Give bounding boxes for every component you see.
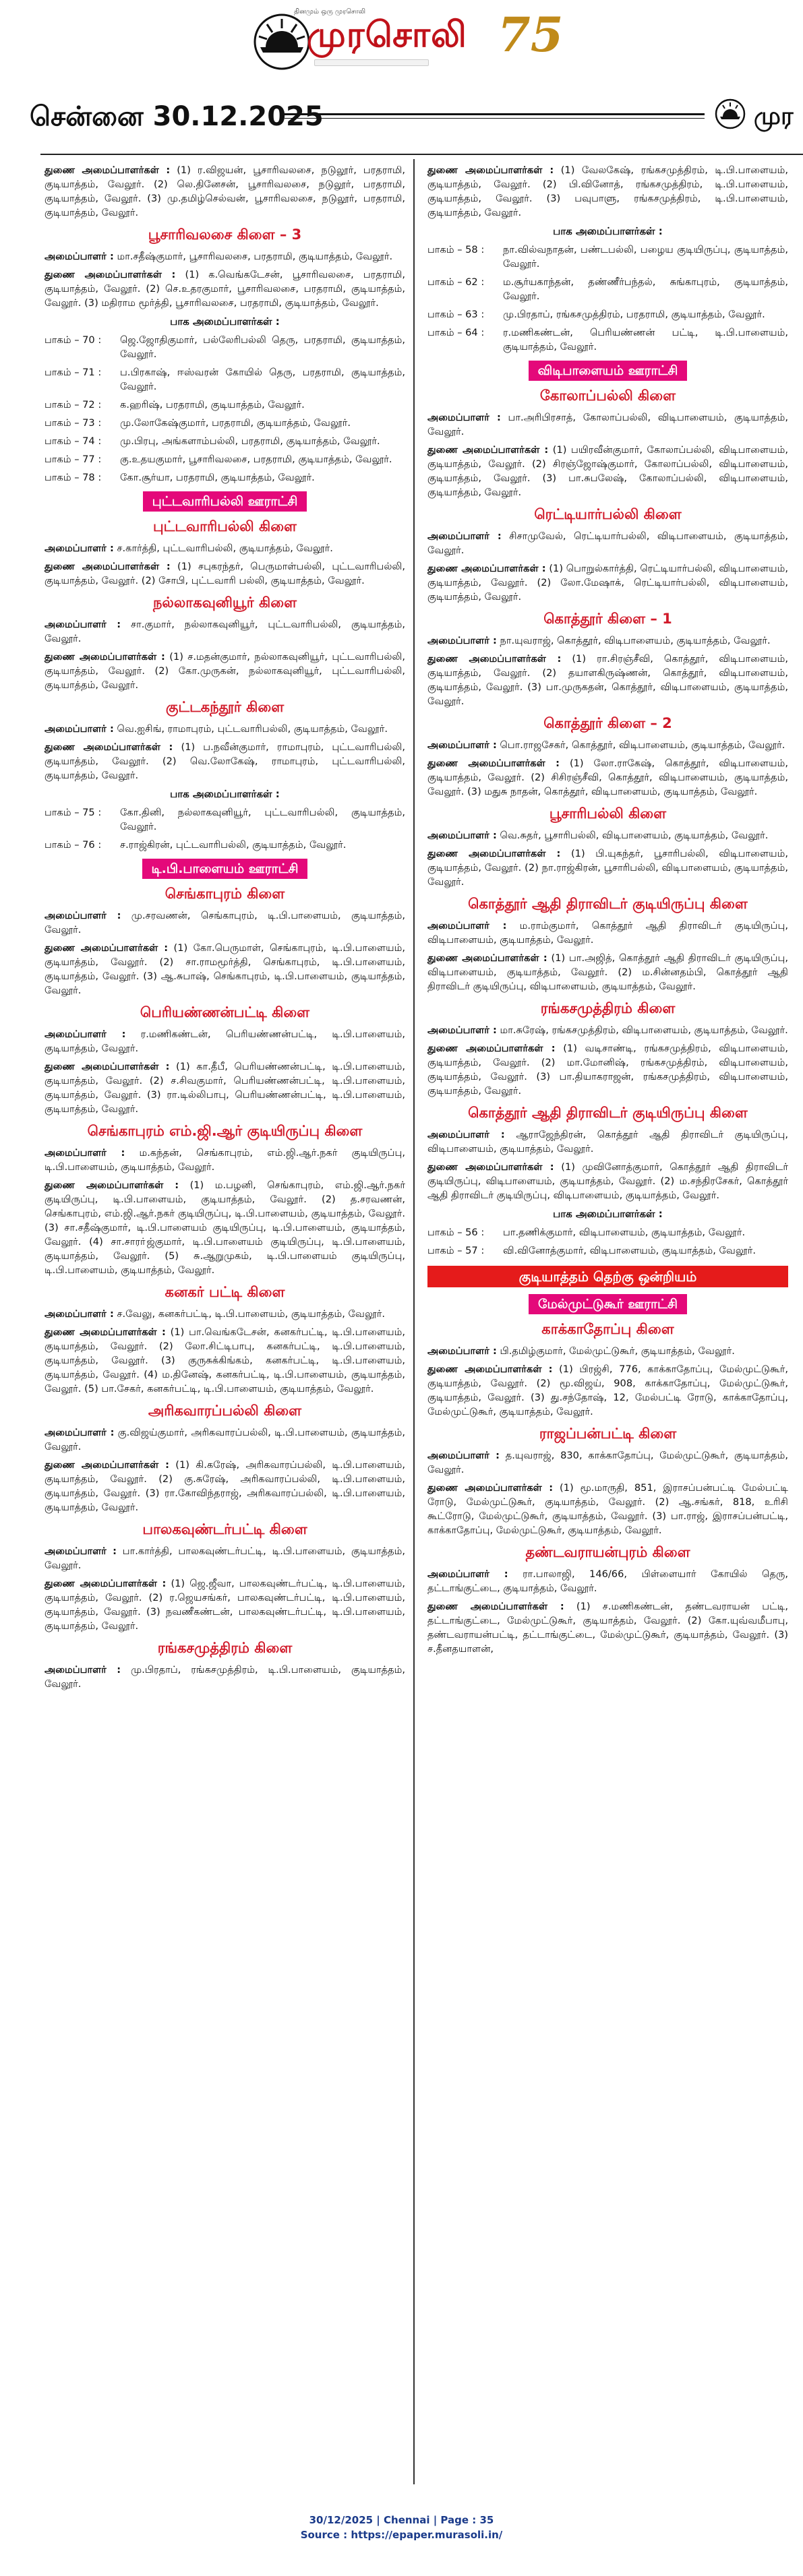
member-paragraph: [427, 738, 788, 752]
role-label: அமைப்பாளர் :: [427, 739, 497, 751]
member-names: மா.சுரேஷ், ரங்கசமுத்திரம், விடிபாளையம், குடியாத்தம், வேலூர்.: [496, 1024, 788, 1036]
member-paragraph: [427, 1344, 788, 1358]
branch-heading: பூசாரிபல்லி கிளை: [549, 805, 667, 822]
member-names: (1) ர.விஜயன், பூசாரிவலசை, நடுலூர், பரதராமி, குடியாத்தம், வேலூர். (2) லெ.தினேசன், பூசாரிவலசை, நடுலூர், பரதராமி, குடியாத்தம், வேலூர். (3) மு.தமிழ்செல்வன், பூசாரிவலசை, நடுலூர், பரதராமி, குடியாத்தம், வேலூர்.: [44, 164, 405, 218]
anniversary-75-mark: 75: [498, 7, 564, 63]
member-names: (1) கா.தீபீ, பெரியண்ணன்பட்டி, டி.பி.பாளையம், குடியாத்தம், வேலூர். (2) ச.சிவகுமார், பெரியண்ணன்பட்டி, டி.பி.பாளையம், குடியாத்தம், வேலூர். (3) ரா.டில்லிபாபு, பெரியண்ணன்பட்டி, டி.பி.பாளையம், குடியாத்தம், வேலூர்.: [44, 1061, 405, 1115]
member-paragraph: [44, 1425, 405, 1454]
booth-organiser: வி.வினோத்குமார், விடிபாளையம், குடியாத்தம், வேலூர்.: [503, 1245, 756, 1256]
booth-row: [427, 275, 788, 303]
role-label: துணை அமைப்பாளர்கள் :: [427, 848, 561, 859]
article-body: [40, 154, 803, 2492]
booth-row: [427, 307, 788, 321]
member-paragraph: [427, 634, 788, 648]
branch-heading: கொத்தூர் கிளை – 2: [543, 715, 672, 731]
panchayat-banner: புட்டவாரிபல்லி ஊராட்சி: [143, 491, 307, 512]
branch-heading: தண்டவராயன்புரம் கிளை: [525, 1544, 690, 1560]
member-names: பி.தமிழ்குமார், மேல்முட்டுகூர், குடியாத்தம், வேலூர்.: [496, 1345, 735, 1357]
booth-number: பாகம் – 73 :: [44, 417, 102, 429]
booth-organiser: நா.வில்வநாதன், பண்டபல்லி, பழைய குடியிருப்பு, குடியாத்தம், வேலூர்.: [503, 244, 788, 270]
branch-heading: புட்டவாரிபல்லி கிளை: [152, 518, 297, 534]
member-paragraph: [44, 1325, 405, 1396]
role-label: அமைப்பாளர் :: [44, 1029, 126, 1040]
role-label: துணை அமைப்பாளர்கள் :: [44, 651, 165, 663]
booth-number: பாகம் – 77 :: [44, 454, 102, 465]
member-names: (1) பா.அஜித், கொத்தூர் ஆதி திராவிடர் குடியிருப்பு, விடிபாளையம், குடியாத்தம், வேலூர். (2) ம.சின்னதம்பி, கொத்தூர் ஆதி திராவிடர் குடியிருப்பு, விடிபாளையம், குடியாத்தம், வேலூர்.: [427, 952, 788, 992]
branch-heading: குட்டகந்தூர் கிளை: [165, 699, 285, 715]
branch-heading: அரிகவாரப்பல்லி கிளை: [148, 1403, 302, 1419]
member-names: (1) பா.வெங்கடேசன், கனகர்பட்டி, டி.பி.பாளையம், குடியாத்தம், வேலூர். (2) லோ.சிட்டிபாபு, கனகர்பட்டி, டி.பி.பாளையம், குடியாத்தம், வேலூர். (3) குருசுக்கிங்கம், கனகர்பட்டி, டி.பி.பாளையம், குடியாத்தம், வேலூர். (4) ம.தினேஷ், கனகர்பட்டி, டி.பி.பாளையம், குடியாத்தம், வேலூர். (5) பா.சேகர், கனகர்பட்டி, டி.பி.பாளையம், குடியாத்தம், வேலூர்.: [44, 1326, 405, 1394]
member-paragraph: [427, 919, 788, 947]
booth-row: [44, 416, 405, 430]
branch-heading: பெரியண்ணன்பட்டி கிளை: [140, 1004, 310, 1020]
booth-number: பாகம் – 58 :: [427, 244, 485, 255]
booth-number: பாகம் – 76 :: [44, 839, 102, 851]
role-label: அமைப்பாளர் :: [427, 1450, 500, 1461]
member-names: மு.பிரதாப், ரங்கசமுத்திரம், டி.பி.பாளையம், குடியாத்தம், வேலூர்.: [44, 1664, 405, 1690]
role-label: அமைப்பாளர் :: [44, 1147, 125, 1159]
role-label: துணை அமைப்பாளர்கள் :: [44, 1578, 167, 1589]
branch-heading: செங்காபுரம் எம்.ஜி.ஆர் குடியிருப்பு கிளை: [87, 1123, 363, 1139]
role-label: துணை அமைப்பாளர்கள் :: [427, 164, 554, 176]
member-names: (1) ப.நவீன்குமார், ராமாபுரம், புட்டவாரிபல்லி, குடியாத்தம், வேலூர். (2) வெ.லோகேஷ், ராமாபுரம், புட்டவாரிபல்லி, குடியாத்தம், வேலூர்.: [44, 741, 406, 781]
role-label: அமைப்பாளர் :: [427, 1568, 508, 1580]
booth-row: [427, 1225, 788, 1239]
member-paragraph: [427, 1481, 788, 1537]
role-label: துணை அமைப்பாளர்கள் :: [44, 1326, 166, 1338]
branch-heading: கொத்தூர் கிளை – 1: [543, 611, 672, 627]
member-names: (1) லோ.ராகேஷ், கொத்தூர், விடிபாளையம், குடியாத்தம், வேலூர். (2) சிசிரஞ்சீவி, கொத்தூர், விடிபாளையம், குடியாத்தம், வேலூர். (3) மதுசு நாதன், கொத்தூர், விடிபாளையம், குடியாத்தம், வேலூர்.: [427, 758, 788, 797]
role-label: அமைப்பாளர் :: [427, 1024, 497, 1036]
booth-organisers-heading: பாக அமைப்பாளர்கள் :: [553, 225, 663, 237]
member-paragraph: [44, 249, 405, 264]
booth-organiser: ஜெ.ஜோதிகுமார், பல்லேரிபல்லி தெரு, பரதராமி, குடியாத்தம், வேலூர்.: [120, 334, 405, 360]
footer-source: Source : https://epaper.murasoli.in/: [300, 2529, 503, 2541]
member-names: (1) பயிரவீன்குமார், கோலாப்பல்லி, விடிபாளையம், குடியாத்தம், வேலூர். (2) சிரஞ்ஜோஷ்குமார், கோலாப்பல்லி, விடிபாளையம், குடியாத்தம், வேலூர். (3) பா.சுபலேஷ், கோலாப்பல்லி, விடிபாளையம், குடியாத்தம், வேலூர்.: [427, 444, 788, 498]
role-label: துணை அமைப்பாளர்கள் :: [427, 758, 560, 769]
role-label: துணை அமைப்பாளர்கள் :: [44, 561, 171, 572]
union-banner: குடியாத்தம் தெற்கு ஒன்றியம்: [427, 1266, 788, 1287]
member-paragraph: [44, 1544, 405, 1572]
member-paragraph: [44, 1060, 405, 1116]
member-paragraph: [44, 722, 405, 736]
role-label: அமைப்பாளர் :: [44, 1427, 115, 1438]
member-paragraph: [44, 1458, 405, 1514]
member-paragraph: [44, 617, 405, 646]
booth-row: [44, 365, 405, 394]
member-names: பா.கார்த்தி, பாலகவுண்டர்பட்டி, டி.பி.பாளையம், குடியாத்தம், வேலூர்.: [44, 1545, 405, 1571]
booth-organiser: கு.உதயகுமார், பூசாரிவலசை, பரதராமி, குடியாத்தம், வேலூர்.: [120, 454, 392, 465]
role-label: துணை அமைப்பாளர்கள் :: [44, 269, 176, 280]
role-label: துணை அமைப்பாளர்கள் :: [44, 942, 169, 954]
member-names: வெ.சுதர், பூசாரிபல்லி, விடிபாளையம், குடியாத்தம், வேலூர்.: [496, 830, 769, 841]
booth-number: பாகம் – 56 :: [427, 1227, 485, 1238]
member-paragraph: [427, 652, 788, 708]
member-names: ர.மணிகண்டன், பெரியண்ணன்பட்டி, டி.பி.பாளையம், குடியாத்தம், வேலூர்.: [44, 1029, 405, 1054]
booth-row: [44, 333, 405, 361]
branch-heading: ரெட்டியார்பல்லி கிளை: [534, 506, 682, 522]
booth-organiser: ர.மணிகண்டன், பெரியண்ணன் பட்டி, டி.பி.பாளையம், குடியாத்தம், வேலூர்.: [503, 327, 788, 352]
member-paragraph: [427, 1567, 788, 1595]
member-paragraph: [44, 1576, 405, 1633]
booth-row: [44, 398, 405, 412]
branch-heading: செங்காபுரம் கிளை: [165, 886, 285, 902]
member-paragraph: [427, 951, 788, 993]
booth-number: பாகம் – 78 :: [44, 472, 102, 483]
member-names: (1) பிரஜ்சி, 776, காக்காதோப்பு, மேல்முட்டுகூர், குடியாத்தம், வேலூர். (2) மூ.விஜய், 908, காக்காதோப்பு, மேல்முட்டுகூர், குடியாத்தம், வேலூர். (3) து.சந்தோஷ், 12, மேல்பட்டி ரோடு, காக்காதோப்பு, மேல்முட்டுகூர், குடியாத்தம், வேலூர்.: [427, 1363, 788, 1417]
role-label: துணை அமைப்பாளர்கள் :: [427, 952, 547, 964]
column-divider: [413, 159, 415, 2484]
panchayat-banner: விடிபாளையம் ஊராட்சி: [529, 361, 688, 381]
member-names: கு.விஜய்குமார், அரிகவாரப்பல்லி, டி.பி.பாளையம், குடியாத்தம், வேலூர்.: [44, 1427, 406, 1452]
booth-number: பாகம் – 57 :: [427, 1245, 485, 1256]
member-paragraph: [44, 941, 405, 998]
member-paragraph: [44, 1178, 405, 1277]
branch-heading: பூசாரிவலசை கிளை – 3: [148, 226, 302, 243]
member-names: (1) வேலகேஷ், ரங்கசமுத்திரம், டி.பி.பாளையம், குடியாத்தம், வேலூர். (2) பி.வினோத், ரங்கசமுத்திரம், டி.பி.பாளையம், குடியாத்தம், வேலூர். (3) பவுபாளு, ரங்கசமுத்திரம், டி.பி.பாளையம், குடியாத்தம், வேலூர்.: [427, 164, 788, 218]
booth-number: பாகம் – 74 :: [44, 435, 102, 447]
member-paragraph: [44, 559, 405, 588]
member-names: (1) முவினோத்குமார், கொத்தூர் ஆதி திராவிடர் குடியிருப்பு, விடிபாளையம், குடியாத்தம், வேலூர். (2) ம.சந்திரசேகர், கொத்தூர் ஆதி திராவிடர் குடியிருப்பு, விடிபாளையம், குடியாத்தம், வேலூர்.: [427, 1161, 788, 1201]
rising-sun-emblem-icon: [715, 98, 746, 129]
booth-number: பாகம் – 63 :: [427, 309, 485, 320]
dateline-text: சென்னை 30.12.2025: [30, 101, 324, 132]
branch-heading: கோலாப்பல்லி கிளை: [539, 388, 676, 404]
member-paragraph: [427, 1041, 788, 1098]
member-names: (1) மூ.மாருதி, 851, இராசப்பன்பட்டி மேல்பட்டி ரோடு, மேல்முட்டுகூர், குடியாத்தம், வேலூர். (2) ஆ.சங்கர், 818, உரிசி கூட்ரோடு, மேல்முட்டுகூர், குடியாத்தம், வேலூர். (3) பா.ராஜ், இராசப்பன்பட்டி, காக்காதோப்பு, மேல்முட்டுகூர், குடியாத்தம், வேலூர்.: [427, 1482, 788, 1536]
member-names: மா.சதீஷ்குமார், பூசாரிவலசை, பரதராமி, குடியாத்தம், வேலூர்.: [113, 251, 393, 262]
member-paragraph: [427, 1362, 788, 1419]
role-label: அமைப்பாளர் :: [427, 530, 502, 542]
member-names: (1) ச.மதன்குமார், நல்லாகவுனியூர், புட்டவாரிபல்லி, குடியாத்தம், வேலூர். (2) கோ.முருகன், நல்லாகவுனியூர், புட்டவாரிபல்லி, குடியாத்தம், வேலூர்.: [44, 651, 405, 691]
branch-heading: கொத்தூர் ஆதி திராவிடர் குடியிருப்பு கிளை: [468, 896, 748, 912]
member-paragraph: [427, 410, 788, 439]
branch-heading: ரங்கசமுத்திரம் கிளை: [157, 1640, 293, 1656]
booth-organiser: க.ஹரிஷ், பரதராமி, குடியாத்தம், வேலூர்.: [120, 399, 305, 410]
masthead-slogan: தினமும் ஒரு முரசொலி: [294, 8, 366, 16]
panchayat-banner: மேல்முட்டுகூர் ஊராட்சி: [529, 1294, 687, 1314]
member-names: பா.அரிபிரசாத், கோலாப்பல்லி, விடிபாளையம், குடியாத்தம், வேலூர்.: [427, 412, 788, 437]
member-names: த.யுவராஜ், 830, காக்காதோப்பு, மேல்முட்டுகூர், குடியாத்தம், வேலூர்.: [427, 1450, 789, 1475]
right-column: [427, 163, 788, 1660]
booth-number: பாகம் – 71 :: [44, 367, 102, 378]
booth-row: [44, 452, 405, 466]
member-names: (1) ரா.சிரஞ்சீவி, கொத்தூர், விடிபாளையம், குடியாத்தம், வேலூர். (2) தயாளகிருஷ்ணன், கொத்தூர், விடிபாளையம், குடியாத்தம், வேலூர். (3) பா.முருகதன், கொத்தூர், விடிபாளையம், குடியாத்தம், வேலூர்.: [427, 653, 788, 707]
role-label: துணை அமைப்பாளர்கள் :: [44, 1061, 170, 1072]
booth-row: [44, 838, 405, 852]
booth-organiser: ம.சூர்யகாந்தன், தண்ணீர்பந்தல், சுங்காபுரம், குடியாத்தம், வேலூர்.: [503, 276, 788, 302]
member-names: ம.ராம்குமார், கொத்தூர் ஆதி திராவிடர் குடியிருப்பு, விடிபாளையம், குடியாத்தம், வேலூர்.: [427, 920, 788, 946]
role-label: துணை அமைப்பாளர்கள் :: [44, 1179, 179, 1191]
booth-organiser: கோ.சூர்யா, பரதராமி, குடியாத்தம், வேலூர்.: [120, 472, 315, 483]
member-names: (1) ம.பழனி, செங்காபுரம், எம்.ஜி.ஆர்.நகர் குடியிருப்பு, டி.பி.பாளையம், குடியாத்தம், வேலூர். (2) த.சரவணன், செங்காபுரம், எம்.ஜி.ஆர்.நகர் குடியிருப்பு, டி.பி.பாளையம், குடியாத்தம், வேலூர். (3) சா.சதீஷ்குமார், டி.பி.பாளையம் குடியிருப்பு, டி.பி.பாளையம், குடியாத்தம், வேலூர். (4) சா.சாரா்ஜ்குமார், டி.பி.பாளையம் குடியிருப்பு, டி.பி.பாளையம், குடியாத்தம், வேலூர். (5) சு.ஆறுமுகம், டி.பி.பாளையம் குடியிருப்பு, டி.பி.பாளையம், குடியாத்தம், வேலூர்.: [44, 1179, 405, 1276]
booth-organiser: கோ.தினி, நல்லாகவுனியூர், புட்டவாரிபல்லி, குடியாத்தம், வேலூர்.: [120, 807, 405, 832]
role-label: அமைப்பாளர் :: [44, 543, 114, 554]
branch-heading: ரங்கசமுத்திரம் கிளை: [540, 1000, 676, 1016]
member-paragraph: [427, 561, 788, 604]
member-names: ம.கந்தன், செங்காபுரம், எம்.ஜி.ஆர்.நகர் குடியிருப்பு, டி.பி.பாளையம், குடியாத்தம், வேலூர்.: [44, 1147, 406, 1173]
role-label: துணை அமைப்பாளர்கள் :: [44, 1459, 169, 1471]
left-column: [44, 163, 405, 1695]
booth-number: பாகம் – 75 :: [44, 807, 102, 818]
branch-heading: நல்லாகவுனியூர் கிளை: [152, 594, 297, 611]
member-names: (1) கி.கரேஷ், அரிகவாரப்பல்லி, டி.பி.பாளையம், குடியாத்தம், வேலூர். (2) கு.சுரேஷ், அரிகவாரப்பல்லி, டி.பி.பாளையம், குடியாத்தம், வேலூர். (3) ரா.கோவிந்தராஜ், அரிகவாரப்பல்லி, டி.பி.பாளையம், குடியாத்தம், வேலூர்.: [44, 1459, 405, 1513]
booth-organiser: ப.பிரகாஷ், ஈஸ்வரன் கோயில் தெரு, பரதராமி, குடியாத்தம், வேலூர்.: [120, 367, 405, 392]
role-label: துணை அமைப்பாளர்கள் :: [427, 653, 562, 665]
booth-organiser: பா.தணிக்குமார், விடிபாளையம், குடியாத்தம், வேலூர்.: [503, 1227, 746, 1238]
role-label: துணை அமைப்பாளர்கள் :: [44, 741, 173, 753]
rising-sun-logo-icon: [251, 11, 313, 73]
role-label: துணை அமைப்பாளர்கள் :: [427, 1363, 553, 1375]
masthead: [0, 0, 803, 81]
booth-organisers-heading: பாக அமைப்பாளர்கள் :: [553, 1208, 663, 1220]
booth-number: பாகம் – 64 :: [427, 327, 485, 338]
role-label: அமைப்பாளர் :: [44, 619, 121, 630]
member-paragraph: [44, 1663, 405, 1691]
role-label: துணை அமைப்பாளர்கள் :: [427, 563, 546, 574]
member-paragraph: [427, 1023, 788, 1037]
role-label: துணை அமைப்பாளர்கள் :: [427, 1161, 554, 1173]
role-label: அமைப்பாளர் :: [44, 910, 121, 921]
member-paragraph: [44, 541, 405, 555]
page-footer: [0, 2513, 803, 2542]
top-rule: [40, 154, 803, 155]
member-paragraph: [44, 1027, 405, 1055]
member-paragraph: [44, 740, 405, 783]
member-names: (1) க.வெங்கடேசன், பூசாரிவலசை, பரதராமி, குடியாத்தம், வேலூர். (2) செ.உதரகுமார், பூசாரிவலசை, பரதராமி, குடியாத்தம், வேலூர். (3) மதிராம மூர்த்தி, பூசாரிவலசை, பரதராமி, குடியாத்தம், வேலூர்.: [44, 269, 405, 309]
branch-heading: பாலகவுண்டர்பட்டி கிளை: [142, 1521, 307, 1537]
booth-organiser: மு.பிரதாப், ரங்கசமுத்திரம், பரதராமி, குடியாத்தம், வேலூர்.: [503, 309, 765, 320]
member-names: (1) பி.யுகந்தர், பூசாரிபல்லி, விடிபாளையம், குடியாத்தம், வேலூர். (2) நா.ராஜ்கிரன், பூசாரிபல்லி, விடிபாளையம், குடியாத்தம், வேலூர்.: [427, 848, 788, 888]
booth-organisers-heading: பாக அமைப்பாளர்கள் :: [170, 788, 280, 800]
role-label: துணை அமைப்பாளர்கள் :: [44, 164, 171, 176]
role-label: அமைப்பாளர் :: [44, 1308, 114, 1320]
dateline-rule: [285, 113, 705, 115]
member-paragraph: [427, 828, 788, 842]
member-paragraph: [427, 1160, 788, 1202]
member-paragraph: [427, 443, 788, 499]
role-label: துணை அமைப்பாளர்கள் :: [427, 1601, 564, 1612]
member-names: பொ.ராஜசேகர், கொத்தூர், விடிபாளையம், குடியாத்தம், வேலூர்.: [496, 739, 785, 751]
booth-row: [427, 243, 788, 271]
member-names: ஆராஜேந்திரன், கொத்தூர் ஆதி திராவிடர் குடியிருப்பு, விடிபாளையம், குடியாத்தம், வேலூர்.: [427, 1129, 789, 1155]
role-label: அமைப்பாளர் :: [44, 1545, 117, 1557]
branch-heading: காக்காதோப்பு கிளை: [541, 1321, 674, 1337]
branch-heading: கொத்தூர் ஆதி திராவிடர் குடியிருப்பு கிளை: [468, 1105, 748, 1121]
role-label: அமைப்பாளர் :: [44, 251, 114, 262]
member-paragraph: [427, 1448, 788, 1477]
booth-organiser: மு.பிரபு, அங்களாம்பல்லி, பரதராமி, குடியாத்தம், வேலூர்.: [120, 435, 380, 447]
dateline: [0, 93, 803, 133]
masthead-subtitle-bar: [314, 59, 429, 66]
member-paragraph: [44, 909, 405, 937]
member-names: (1) ஜெ.ஜீவா, பாலகவுண்டர்பட்டி, டி.பி.பாளையம், குடியாத்தம், வேலூர். (2) ர.ஜெயசங்கர், பாலகவுண்டர்பட்டி, டி.பி.பாளையம், குடியாத்தம், வேலூர். (3) நவணீகண்டன், பாலகவுண்டர்பட்டி, டி.பி.பாளையம், குடியாத்தம், வேலூர்.: [44, 1578, 405, 1632]
booth-number: பாகம் – 70 :: [44, 334, 102, 346]
member-names: (1) ச.மணிகண்டன், தண்டவராயன் பட்டி, தட்டாங்குட்டை, மேல்முட்டுகூர், குடியாத்தம், வேலூர். (2) கோ.யுவ்வமீபாபு, தண்டவராயன்பட்டி, தட்டாங்குட்டை, மேல்முட்டுகூர், குடியாத்தம், வேலூர். (3) ச.தீனதயாளன்,: [427, 1601, 788, 1655]
booth-organisers-heading: பாக அமைப்பாளர்கள் :: [170, 315, 280, 328]
member-paragraph: [44, 650, 405, 692]
member-names: ரா.பாலாஜி, 146/66, பிள்ளையார் கோயில் தெரு, தட்டாங்குட்டை, குடியாத்தம், வேலூர்.: [427, 1568, 789, 1594]
member-names: (1) வடிசாண்டி, ரங்கசமுத்திரம், விடிபாளையம், குடியாத்தம், வேலூர். (2) மா.மோனிஷ், ரங்கசமுத்திரம், விடிபாளையம், குடியாத்தம், வேலூர். (3) பா.தியாகராஜன், ரங்கசமுத்திரம், விடிபாளையம், குடியாத்தம், வேலூர்.: [427, 1043, 788, 1097]
member-paragraph: [427, 1128, 788, 1156]
panchayat-banner: டி.பி.பாளையம் ஊராட்சி: [142, 859, 308, 879]
member-names: ச.கார்த்தி, புட்டவாரிபல்லி, குடியாத்தம், வேலூர்.: [113, 543, 333, 554]
member-paragraph: [44, 268, 405, 310]
role-label: அமைப்பாளர் :: [44, 1664, 121, 1676]
booth-row: [427, 1244, 788, 1258]
role-label: துணை அமைப்பாளர்கள் :: [427, 1482, 554, 1494]
member-names: மு.சரவணன், செங்காபுரம், டி.பி.பாளையம், குடியாத்தம், வேலூர்.: [44, 910, 405, 936]
booth-number: பாகம் – 62 :: [427, 276, 485, 288]
role-label: அமைப்பாளர் :: [427, 1345, 497, 1357]
booth-row: [427, 326, 788, 354]
booth-row: [44, 434, 405, 448]
role-label: அமைப்பாளர் :: [427, 635, 497, 646]
member-paragraph: [427, 163, 788, 220]
member-names: (1) பொறுல்கார்த்தி, ரெட்டியார்பல்லி, விடிபாளையம், குடியாத்தம், வேலூர். (2) லோ.மேஷாக், ரெட்டியார்பல்லி, விடிபாளையம், குடியாத்தம், வேலூர்.: [427, 563, 788, 603]
member-names: ச.வேலு, கனகர்பட்டி, டி.பி.பாளையம், குடியாத்தம், வேலூர்.: [113, 1308, 385, 1320]
booth-row: [44, 805, 405, 834]
role-label: அமைப்பாளர் :: [44, 723, 114, 735]
role-label: துணை அமைப்பாளர்கள் :: [427, 444, 549, 456]
branch-heading: ராஜப்பன்பட்டி கிளை: [539, 1425, 677, 1442]
member-names: வெ.ஐசிங், ராமாபுரம், புட்டவாரிபல்லி, குடியாத்தம், வேலூர்.: [113, 723, 388, 735]
member-paragraph: [427, 529, 788, 557]
member-names: (1) கோ.பெருமாள், செங்காபுரம், டி.பி.பாளையம், குடியாத்தம், வேலூர். (2) சா.ராமமூர்த்தி, செங்காபுரம், டி.பி.பாளையம், குடியாத்தம், வேலூர். (3) ஆ.சுபாஷ், செங்காபுரம், டி.பி.பாளையம், குடியாத்தம், வேலூர்.: [44, 942, 405, 996]
member-paragraph: [44, 163, 405, 220]
booth-organiser: மு.லோகேஷ்குமார், பரதராமி, குடியாத்தம், வேலூர்.: [120, 417, 351, 429]
masthead-name-cropped: முர: [754, 102, 794, 130]
role-label: அமைப்பாளர் :: [427, 920, 507, 931]
footer-date-page: 30/12/2025 | Chennai | Page : 35: [309, 2514, 494, 2526]
member-names: சா.குமார், நல்லாகவுனியூர், புட்டவாரிபல்லி, குடியாத்தம், வேலூர்.: [44, 619, 405, 644]
booth-number: பாகம் – 72 :: [44, 399, 102, 410]
member-names: சிசாமுவேல், ரெட்டியார்பல்லி, விடிபாளையம், குடியாத்தம், வேலூர்.: [427, 530, 788, 556]
booth-organiser: ச.ராஜ்கிரன், புட்டவாரிபல்லி, குடியாத்தம், வேலூர்.: [120, 839, 347, 851]
role-label: அமைப்பாளர் :: [427, 1129, 505, 1140]
member-paragraph: [427, 756, 788, 799]
member-paragraph: [427, 1599, 788, 1656]
member-names: நா.யுவராஜ், கொத்தூர், விடிபாளையம், குடியாத்தம், வேலூர்.: [496, 635, 771, 646]
booth-row: [44, 470, 405, 485]
role-label: அமைப்பாளர் :: [427, 412, 501, 423]
branch-heading: கனகர் பட்டி கிளை: [165, 1284, 285, 1300]
member-paragraph: [427, 847, 788, 889]
member-names: (1) சபுகரந்தர், பெருமாள்பல்லி, புட்டவாரிபல்லி, குடியாத்தம், வேலூர். (2) சோபி, புட்டவாரி பல்லி, குடியாத்தம், வேலூர்.: [44, 561, 405, 586]
role-label: அமைப்பாளர் :: [427, 830, 497, 841]
member-paragraph: [44, 1146, 405, 1174]
role-label: துணை அமைப்பாளர்கள் :: [427, 1043, 556, 1054]
member-paragraph: [44, 1307, 405, 1321]
newspaper-title: முரசொலி: [307, 15, 467, 55]
